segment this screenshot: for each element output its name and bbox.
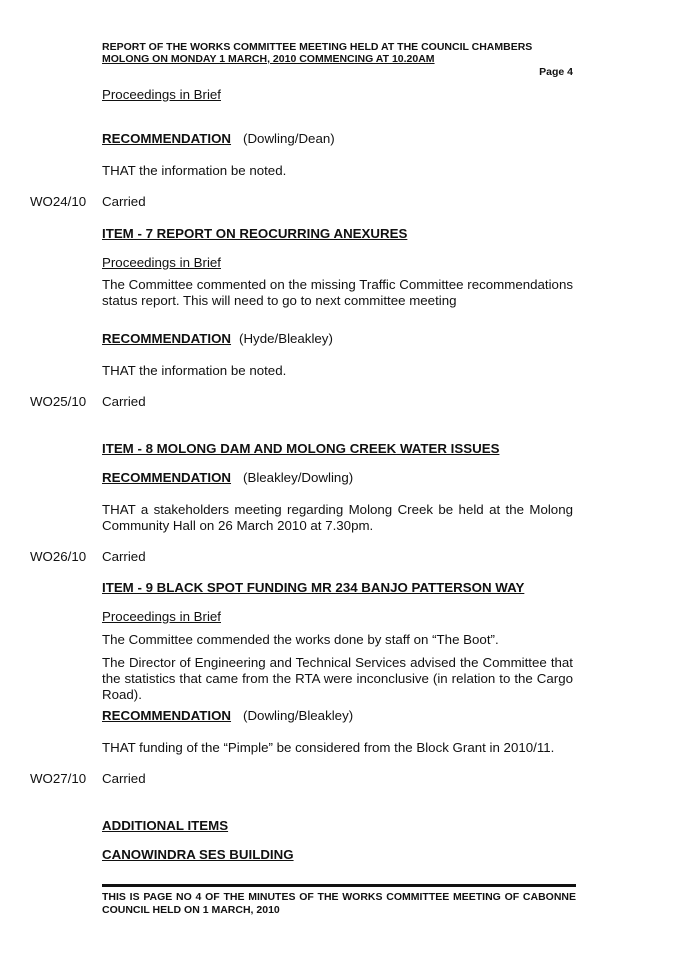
recommendation-label: RECOMMENDATION [102,331,232,346]
recommendation-line [102,131,335,147]
item-9-heading: ITEM - 9 BLACK SPOT FUNDING MR 234 BANJO PATTERSON WAY [102,580,525,595]
minute-result: Carried [102,549,146,564]
report-header-line2: MOLONG ON MONDAY 1 MARCH, 2010 COMMENCING AT 10.20AM [102,53,435,65]
recommendation-label: RECOMMENDATION [102,131,232,146]
proceedings-in-brief-heading: Proceedings in Brief [102,609,221,624]
page-footer: THIS IS PAGE NO 4 OF THE MINUTES OF THE WORKS COMMITTEE MEETING OF CABONNE COUNCIL HELD ON 1 MARCH, 2010 [102,891,576,916]
minute-number: WO27/10 [30,771,87,786]
minute-result: Carried [102,771,146,786]
item-7-heading: ITEM - 7 REPORT ON REOCURRING ANEXURES [102,226,408,241]
item-9-paragraph: The Committee commended the works done by staff on “The Boot”. [102,632,499,647]
recommendation-label: RECOMMENDATION [102,470,232,485]
minute-result: Carried [102,194,146,209]
additional-items-heading: ADDITIONAL ITEMS [102,818,229,833]
page-number: Page 4 [539,66,573,78]
recommendation-text: THAT the information be noted. [102,363,287,378]
proceedings-in-brief-heading: Proceedings in Brief [102,255,221,270]
recommendation-label: RECOMMENDATION [102,708,232,723]
recommendation-line [102,708,353,724]
footer-rule [102,884,576,887]
recommendation-text: THAT a stakeholders meeting regarding Molong Creek be held at the Molong Community Hall on 26 March 2010 at 7.30pm. [102,502,573,533]
item-7-paragraph: The Committee commented on the missing Traffic Committee recommendations status report. This will need to go to next committee meeting [102,277,573,308]
report-header-line1: REPORT OF THE WORKS COMMITTEE MEETING HELD AT THE COUNCIL CHAMBERS [102,41,533,53]
item-8-heading: ITEM - 8 MOLONG DAM AND MOLONG CREEK WATER ISSUES [102,441,500,456]
minute-number: WO25/10 [30,394,87,409]
minute-number: WO24/10 [30,194,87,209]
minute-number: WO26/10 [30,549,87,564]
recommendation-movers: (Bleakley/Dowling) [243,470,354,485]
recommendation-text: THAT funding of the “Pimple” be considered from the Block Grant in 2010/11. [102,740,555,755]
recommendation-movers: (Dowling/Bleakley) [243,708,354,723]
recommendation-text: THAT the information be noted. [102,163,287,178]
proceedings-in-brief-heading: Proceedings in Brief [102,87,221,102]
item-9-paragraph: The Director of Engineering and Technical Services advised the Committee that the statistics that came from the RTA were inconclusive (in relation to the Cargo Road). [102,655,573,702]
minute-result: Carried [102,394,146,409]
recommendation-line [102,331,333,347]
recommendation-movers: (Hyde/Bleakley) [239,331,333,346]
canowindra-ses-building-heading: CANOWINDRA SES BUILDING [102,847,294,862]
recommendation-movers: (Dowling/Dean) [243,131,335,146]
recommendation-line [102,470,353,486]
